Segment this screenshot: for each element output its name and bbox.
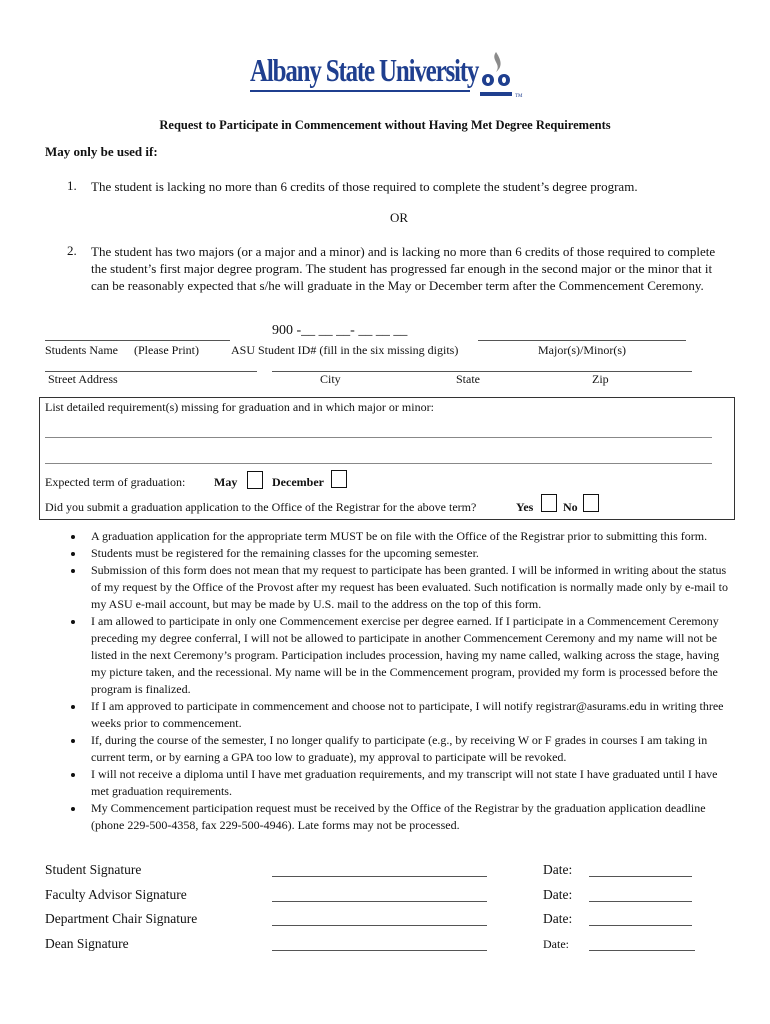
advisor-date-line[interactable] [589,901,692,902]
advisor-signature-line[interactable] [272,901,487,902]
yes-label: Yes [516,500,534,514]
trademark-mark: TM [515,94,523,99]
policy-bullet-2: • Students must be registered for the remaining classes for the upcoming semester. [85,545,735,562]
please-print-label: (Please Print) [134,343,199,357]
majors-line[interactable] [478,340,686,341]
student-signature-label: Student Signature [45,862,142,877]
majors-label: Major(s)/Minor(s) [538,343,626,357]
student-date-line[interactable] [589,876,692,877]
requirements-label: List detailed requirement(s) missing for graduation and in which major or minor: [45,400,434,414]
policy-bullet-1: • A graduation application for the appropriate term MUST be on file with the Office of the Registrar prior to submitting this form. [85,528,735,545]
dean-date-label: Date: [543,937,569,951]
student-id-label: ASU Student ID# (fill in the six missing digits) [231,343,459,357]
or-separator: OR [389,210,409,225]
ram-flame-logo-icon [478,50,514,98]
logo-underline [250,90,470,92]
advisor-signature-label: Faculty Advisor Signature [45,887,187,902]
december-label: December [272,475,324,489]
state-label: State [456,372,480,386]
dean-signature-line[interactable] [272,950,487,951]
chair-signature-label: Department Chair Signature [45,911,198,926]
may-checkbox[interactable] [247,471,263,489]
student-signature-line[interactable] [272,876,487,877]
condition-number-1: 1. [67,178,77,193]
city-label: City [320,372,341,386]
did-submit-label: Did you submit a graduation application to the Office of the Registrar for the above term? [45,500,477,514]
expected-term-label: Expected term of graduation: [45,475,186,489]
policy-bullet-4: • I am allowed to participate in only one Commencement exercise per degree earned. If I participate in a Commencement Ceremony preceding my degree conferral, I will not be allowed to participate in another Commencement Ceremony and my name will not be listed in the next Ceremony’s program. Participation includes procession, having my name called, walking across the stage, having my picture taken, and the recessional. My name will be in the Commencement program, provided my form is processed before the program is finalized. [85,613,735,698]
student-date-label: Date: [543,862,573,877]
policy-bullet-3: • Submission of this form does not mean that my request to participate has been granted. I will be informed in writing about the status of my request by the Office of the Provost after my request has been evaluated. Such notification is normally made only by e-mail to my ASU e-mail account, but may be made by U.S. mail to the address on the top of this form. [85,562,735,613]
condition-number-2: 2. [67,243,77,258]
requirements-line-2[interactable] [45,463,712,464]
students-name-label: Students Name [45,343,118,357]
conditions-lead: May only be used if: [45,144,158,159]
zip-label: Zip [592,372,609,386]
dean-date-line[interactable] [589,950,695,951]
may-label: May [214,475,238,489]
requirements-line-1[interactable] [45,437,712,438]
policy-bullets [65,528,735,834]
policy-bullet-6: • If, during the course of the semester, I no longer qualify to participate (e.g., by receiving W or F grades in courses I am taking in current term, or by earning a GPA too low to graduate), my approval to participate will be revoked. [85,732,735,766]
no-label: No [563,500,578,514]
chair-signature-line[interactable] [272,925,487,926]
no-checkbox[interactable] [583,494,599,512]
yes-checkbox[interactable] [541,494,557,512]
logo-text: Albany State University [250,52,479,88]
university-logo [250,50,530,102]
condition-text-1: The student is lacking no more than 6 credits of those required to complete the student’s degree program. [91,179,638,194]
street-label: Street Address [48,372,118,386]
policy-bullet-5: • If I am approved to participate in commencement and choose not to participate, I will notify registrar@asurams.edu in writing three weeks prior to commencement. [85,698,735,732]
form-title: Request to Participate in Commencement without Having Met Degree Requirements [159,118,611,132]
dean-signature-label: Dean Signature [45,936,129,951]
student-name-line[interactable] [45,340,230,341]
condition-text-2: The student has two majors (or a major and a minor) and is lacking no more than 6 credits of those required to complete the student’s first major degree program. The student has progressed far enough in the second major or the minor that it can be reasonably expected that s/he will graduate in the May or December term after the Commencement Ceremony. [91,244,716,293]
student-id-field[interactable]: 900 -__ __ __- __ __ __ [272,323,408,338]
chair-date-line[interactable] [589,925,692,926]
policy-bullet-8: • My Commencement participation request must be received by the Office of the Registrar by the graduation application deadline (phone 229-500-4358, fax 229-500-4946). Late forms may not be processed. [85,800,735,834]
advisor-date-label: Date: [543,887,573,902]
policy-bullet-7: • I will not receive a diploma until I have met graduation requirements, and my transcript will not state I have graduated until I have met graduation requirements. [85,766,735,800]
december-checkbox[interactable] [331,470,347,488]
chair-date-label: Date: [543,911,573,926]
